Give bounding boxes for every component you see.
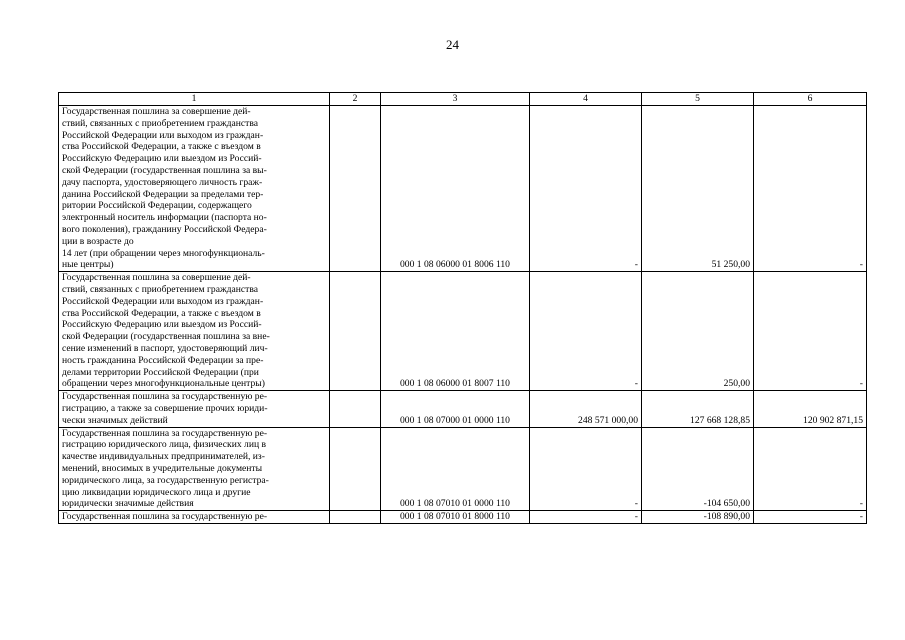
row-column-2 [330,272,381,391]
description-line: ции в возрасте до [62,235,134,247]
description-line: Российской Федерации или выходом из граждан- [62,129,264,141]
table-row [59,427,867,511]
description-line: ствий, связанных с приобретением гражданства [62,117,258,129]
row-column-4: 248 571 000,00 [530,391,642,427]
table-row [59,511,867,524]
row-column-6: - [754,427,867,511]
description-line: Российскую Федерацию или выездом из Россий- [62,319,262,331]
row-column-5: 127 668 128,85 [642,391,754,427]
page-number: 24 [446,37,459,52]
description-line: ные центры) [62,259,114,271]
row-budget-code: 000 1 08 07000 01 0000 110 [381,391,530,427]
table-row [59,106,867,272]
description-line: цию ликвидации юридического лица и другие [62,486,251,498]
budget-table [58,92,867,524]
description-line: Российскую Федерацию или выездом из Россий- [62,153,262,165]
row-column-6: 120 902 871,15 [754,391,867,427]
description-line: юридически значимые действия [62,498,194,510]
row-column-2 [330,391,381,427]
row-description [59,106,330,272]
description-line: чески значимых действий [62,414,168,426]
row-budget-code: 000 1 08 07010 01 0000 110 [381,427,530,511]
description-line: качестве индивидуальных предпринимателей, из- [62,451,265,463]
description-line: ность гражданина Российской Федерации за пре- [62,354,264,366]
row-column-2 [330,427,381,511]
column-header-5: 5 [642,93,754,106]
description-line: Государственная пошлина за государственную ре- [62,511,268,523]
description-line: Государственная пошлина за государственную ре- [62,427,268,439]
description-line: делами территории Российской Федерации (при [62,366,259,378]
table-body [59,106,867,524]
row-column-2 [330,106,381,272]
row-description [59,391,330,427]
row-column-2 [330,511,381,524]
description-line: гистрацию, а также за совершение прочих юриди- [62,402,268,414]
description-line: Государственная пошлина за государственную ре- [62,391,268,403]
description-line: ства Российской Федерации, а также с въездом в [62,141,261,153]
row-column-4: - [530,106,642,272]
description-line: гистрацию юридического лица, физических лиц в [62,439,267,451]
description-line: дачу паспорта, удостоверяющего личность граж- [62,176,263,188]
column-number-row [59,93,867,106]
row-budget-code: 000 1 08 06000 01 8007 110 [381,272,530,391]
table-row [59,391,867,427]
description-line: ской Федерации (государственная пошлина за вы- [62,164,267,176]
description-line: электронный носитель информации (паспорта но- [62,212,267,224]
row-column-5: 51 250,00 [642,106,754,272]
column-header-1: 1 [59,93,330,106]
row-column-6: - [754,272,867,391]
row-column-4: - [530,511,642,524]
row-column-6: - [754,511,867,524]
column-header-6: 6 [754,93,867,106]
description-line: сение изменений в паспорт, удостоверяющий лич- [62,342,268,354]
row-column-4: - [530,427,642,511]
column-header-4: 4 [530,93,642,106]
description-line: ритории Российской Федерации, содержащего [62,200,252,212]
row-budget-code: 000 1 08 07010 01 8000 110 [381,511,530,524]
row-budget-code: 000 1 08 06000 01 8006 110 [381,106,530,272]
description-line: ской Федерации (государственная пошлина за вне- [62,331,270,343]
description-line: 14 лет (при обращении через многофункциональ- [62,247,265,259]
row-column-5: -108 890,00 [642,511,754,524]
description-line: Российской Федерации или выходом из граждан- [62,295,264,307]
row-column-4: - [530,272,642,391]
description-line: обращении через многофункциональные центры) [62,378,265,390]
description-line: Государственная пошлина за совершение дей- [62,106,251,117]
description-line: Государственная пошлина за совершение дей- [62,272,251,284]
row-column-5: 250,00 [642,272,754,391]
description-line: юридического лица, за государственную регистра- [62,474,269,486]
row-description [59,272,330,391]
column-header-2: 2 [330,93,381,106]
description-line: ствий, связанных с приобретением гражданства [62,283,258,295]
row-description [59,427,330,511]
column-header-3: 3 [381,93,530,106]
description-line: ства Российской Федерации, а также с въездом в [62,307,261,319]
table-row [59,272,867,391]
description-line: данина Российской Федерации за пределами тер- [62,188,264,200]
row-column-5: -104 650,00 [642,427,754,511]
row-description [59,511,330,524]
description-line: менений, вносимых в учредительные документы [62,462,263,474]
row-column-6: - [754,106,867,272]
description-line: вого поколения), гражданину Российской Федера- [62,223,267,235]
